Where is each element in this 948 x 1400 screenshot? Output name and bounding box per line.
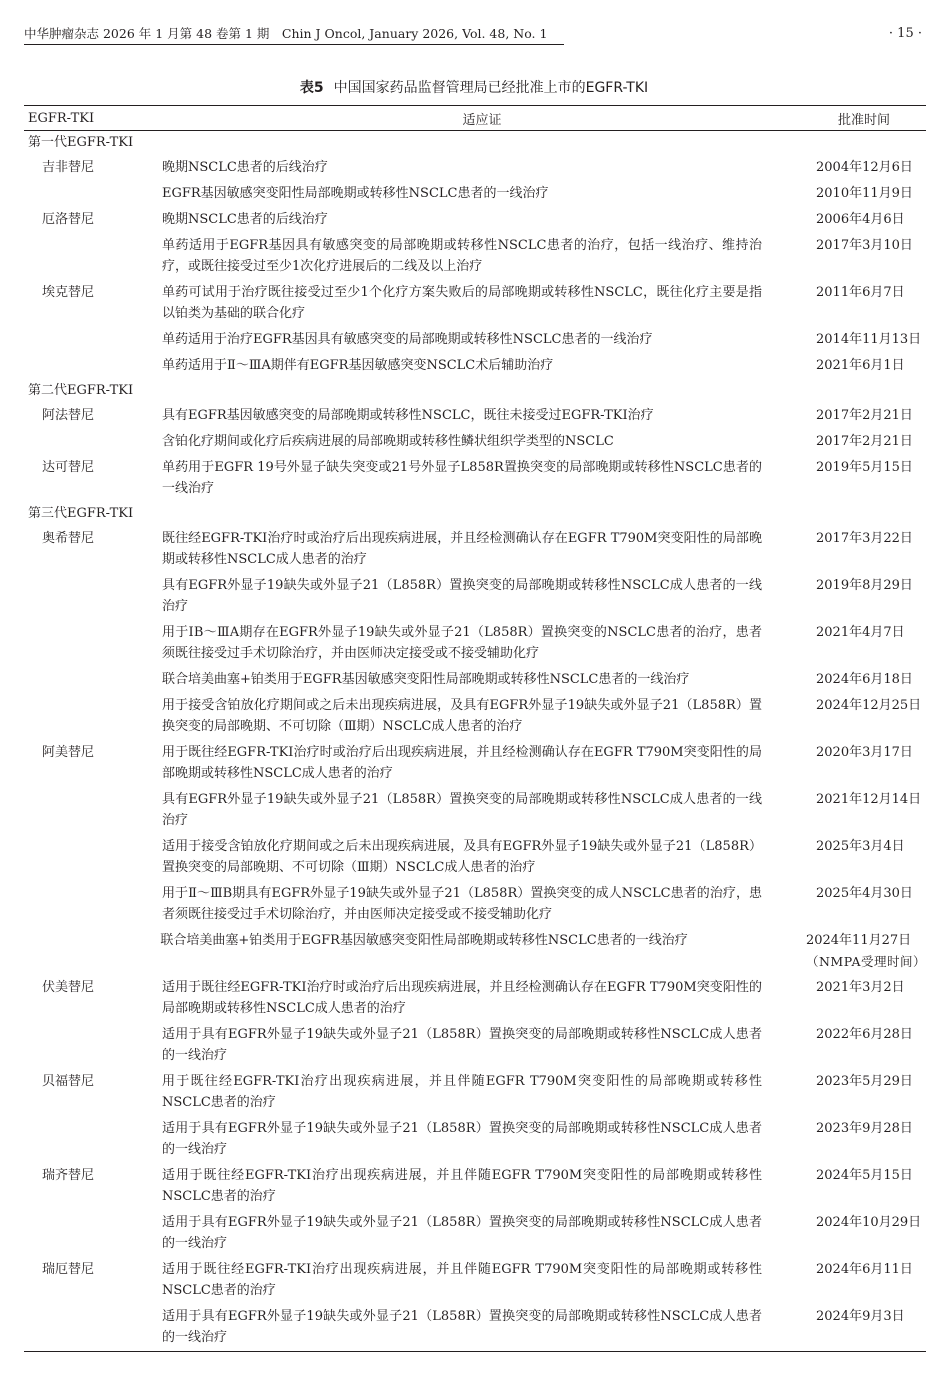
table-row xyxy=(24,740,926,787)
drug-name-cell: 贝福替尼 xyxy=(42,1074,95,1089)
approval-date: 2024年10月29日 xyxy=(816,1215,922,1230)
approval-date-cell xyxy=(784,183,926,207)
table-row xyxy=(24,834,926,881)
approval-date: 2024年9月3日 xyxy=(816,1309,905,1324)
table-row xyxy=(24,975,926,1022)
indication-cell: 适用于既往经EGFR-TKI治疗出现疾病进展，并且伴随EGFR T790M突变阳性的局部晚期或转移性NSCLC患者的治疗 xyxy=(162,1262,762,1298)
approval-date-cell xyxy=(784,669,926,693)
indication-cell: 适用于接受含铂放化疗期间或之后未出现疾病进展，及具有EGFR外显子19缺失或外显子21（L858R）置换突变的局部晚期、不可切除（Ⅲ期）NSCLC成人患者的治疗 xyxy=(162,839,762,875)
indication-cell: 适用于具有EGFR外显子19缺失或外显子21（L858R）置换突变的局部晚期或转移性NSCLC成人患者的一线治疗 xyxy=(162,1027,762,1063)
approval-date: 2020年3月17日 xyxy=(816,745,913,760)
drug-name-cell: 埃克替尼 xyxy=(42,285,95,300)
table-row xyxy=(24,1163,926,1210)
approval-date: 2019年8月29日 xyxy=(816,578,913,593)
approval-date-cell xyxy=(784,1259,926,1304)
drug-name-cell: 阿美替尼 xyxy=(42,745,95,760)
table-row xyxy=(24,928,926,975)
drug-name-cell: 伏美替尼 xyxy=(42,980,95,995)
drug-name-cell xyxy=(24,1212,162,1257)
approval-date-cell xyxy=(784,977,926,1022)
approval-date-cell xyxy=(784,457,926,502)
indication-cell: 联合培美曲塞+铂类用于EGFR基因敏感突变阳性局部晚期或转移性NSCLC患者的一线治疗 xyxy=(162,672,690,687)
drug-name-cell xyxy=(24,930,160,975)
approval-date: 2006年4月6日 xyxy=(816,212,905,227)
approval-date-cell xyxy=(784,1306,926,1351)
approval-date-cell xyxy=(784,355,926,379)
approval-date: 2024年5月15日 xyxy=(816,1168,913,1183)
approval-date: 2023年5月29日 xyxy=(816,1074,913,1089)
approval-date: 2017年3月10日 xyxy=(816,238,913,253)
drug-name-cell: 奥希替尼 xyxy=(42,531,95,546)
table-row xyxy=(24,327,926,353)
indication-cell: EGFR基因敏感突变阳性局部晚期或转移性NSCLC患者的一线治疗 xyxy=(162,186,549,201)
approval-date-cell xyxy=(784,209,926,233)
approval-date-cell xyxy=(784,235,926,280)
generation-group-label: 第三代EGFR-TKI xyxy=(28,506,134,521)
drug-name-cell xyxy=(24,183,162,207)
approval-date-cell xyxy=(784,883,926,928)
drug-name-cell xyxy=(24,1306,162,1351)
approval-date: 2019年5月15日 xyxy=(816,460,913,475)
indication-cell: 适用于具有EGFR外显子19缺失或外显子21（L858R）置换突变的局部晚期或转移性NSCLC成人患者的一线治疗 xyxy=(162,1309,762,1345)
drug-name-cell xyxy=(24,355,162,379)
approval-date-cell xyxy=(784,157,926,181)
drug-name-cell xyxy=(24,1024,162,1069)
indication-cell: 用于既往经EGFR-TKI治疗时或治疗后出现疾病进展，并且经检测确认存在EGFR T790M突变阳性的局部晚期或转移性NSCLC成人患者的治疗 xyxy=(162,745,762,781)
table-header-row xyxy=(24,106,926,131)
approval-date: 2025年4月30日 xyxy=(816,886,913,901)
approval-date-cell xyxy=(784,1118,926,1163)
approval-date: 2022年6月28日 xyxy=(816,1027,913,1042)
indication-cell: 适用于既往经EGFR-TKI治疗时或治疗后出现疾病进展，并且经检测确认存在EGFR T790M突变阳性的局部晚期或转移性NSCLC成人患者的治疗 xyxy=(162,980,762,1016)
approval-date-cell xyxy=(784,282,926,327)
column-header-indication: 适应证 xyxy=(462,112,502,128)
table-row xyxy=(24,693,926,740)
approval-date-note: （NMPA受理时间） xyxy=(805,954,926,969)
approval-date-cell xyxy=(784,695,926,740)
indication-cell: 具有EGFR外显子19缺失或外显子21（L858R）置换突变的局部晚期或转移性NSCLC成人患者的一线治疗 xyxy=(162,792,762,828)
approval-date: 2024年6月18日 xyxy=(816,672,913,687)
approval-date-cell xyxy=(784,1165,926,1210)
approval-date: 2023年9月28日 xyxy=(816,1121,913,1136)
drug-name-cell: 阿法替尼 xyxy=(42,408,95,423)
drug-name-cell xyxy=(24,431,162,455)
approval-date: 2014年11月13日 xyxy=(816,332,922,347)
table-row xyxy=(24,403,926,429)
table-row xyxy=(24,181,926,207)
indication-cell: 单药可试用于治疗既往接受过至少1个化疗方案失败后的局部晚期或转移性NSCLC，既往化疗主要是指以铂类为基础的联合化疗 xyxy=(162,285,762,321)
drug-name-cell xyxy=(24,883,162,928)
drug-name-cell: 达可替尼 xyxy=(42,460,95,475)
table-row xyxy=(24,1257,926,1304)
table-row xyxy=(24,353,926,379)
indication-cell: 适用于具有EGFR外显子19缺失或外显子21（L858R）置换突变的局部晚期或转移性NSCLC成人患者的一线治疗 xyxy=(162,1121,762,1157)
drug-name-cell: 厄洛替尼 xyxy=(42,212,95,227)
approval-date: 2004年12月6日 xyxy=(816,160,913,175)
indication-cell: 用于既往经EGFR-TKI治疗出现疾病进展，并且伴随EGFR T790M突变阳性的局部晚期或转移性NSCLC患者的治疗 xyxy=(162,1074,762,1110)
drug-name-cell xyxy=(24,575,162,620)
indication-cell: 含铂化疗期间或化疗后疾病进展的局部晚期或转移性鳞状组织学类型的NSCLC xyxy=(162,434,614,449)
table-row xyxy=(24,233,926,280)
drug-name-cell: 瑞厄替尼 xyxy=(42,1262,95,1277)
indication-cell: 适用于具有EGFR外显子19缺失或外显子21（L858R）置换突变的局部晚期或转移性NSCLC成人患者的一线治疗 xyxy=(162,1215,762,1251)
approval-date-cell xyxy=(784,528,926,573)
indication-cell: 晚期NSCLC患者的后线治疗 xyxy=(162,160,328,175)
indication-cell: 用于Ⅱ～ⅢB期具有EGFR外显子19缺失或外显子21（L858R）置换突变的成人NSCLC患者的治疗，患者须既往接受过手术切除治疗，并由医师决定接受或不接受辅助化疗 xyxy=(162,886,762,922)
drug-name-cell xyxy=(24,789,162,834)
page-number: · 15 · xyxy=(888,26,922,41)
table-row xyxy=(24,155,926,181)
table-row xyxy=(24,455,926,502)
table-caption: 中国国家药品监督管理局已经批准上市的EGFR-TKI xyxy=(333,80,649,96)
table-row xyxy=(24,667,926,693)
approval-date: 2024年11月27日 xyxy=(805,933,912,948)
table-row xyxy=(24,207,926,233)
table-row xyxy=(24,573,926,620)
approval-date: 2021年6月1日 xyxy=(816,358,905,373)
table-row xyxy=(24,787,926,834)
drug-name-cell xyxy=(24,622,162,667)
drug-name-cell xyxy=(24,695,162,740)
indication-cell: 具有EGFR基因敏感突变的局部晚期或转移性NSCLC，既往未接受过EGFR-TKI治疗 xyxy=(162,408,654,423)
drug-name-cell: 吉非替尼 xyxy=(42,160,95,175)
table-row xyxy=(24,881,926,928)
approval-date-cell xyxy=(784,405,926,429)
indication-cell: 晚期NSCLC患者的后线治疗 xyxy=(162,212,328,227)
drug-name-cell xyxy=(24,329,162,353)
approval-date-cell xyxy=(784,622,926,667)
indication-cell: 适用于既往经EGFR-TKI治疗出现疾病进展，并且伴随EGFR T790M突变阳性的局部晚期或转移性NSCLC患者的治疗 xyxy=(162,1168,762,1204)
approval-date-cell xyxy=(784,1024,926,1069)
generation-group-label: 第二代EGFR-TKI xyxy=(28,383,134,398)
approval-date: 2017年2月21日 xyxy=(816,434,913,449)
approval-date-cell xyxy=(784,742,926,787)
approval-date-cell xyxy=(774,930,926,975)
approval-date-cell xyxy=(784,836,926,881)
drug-name-cell xyxy=(24,1118,162,1163)
indication-cell: 用于ⅠB～ⅢA期存在EGFR外显子19缺失或外显子21（L858R）置换突变的NSCLC患者的治疗，患者须既往接受过手术切除治疗，并由医师决定接受或不接受辅助化疗 xyxy=(162,625,762,661)
drug-name-cell xyxy=(24,836,162,881)
running-header xyxy=(24,26,564,45)
table-row xyxy=(24,429,926,455)
table-row xyxy=(24,1116,926,1163)
drug-name-cell: 瑞齐替尼 xyxy=(42,1168,95,1183)
table-row xyxy=(24,1304,926,1351)
table-row xyxy=(24,1069,926,1116)
table-row xyxy=(24,1022,926,1069)
table-label: 表5 xyxy=(299,80,324,96)
approval-date-cell xyxy=(784,789,926,834)
approval-date-cell xyxy=(784,329,926,353)
table-body xyxy=(24,131,926,1351)
approval-date: 2011年6月7日 xyxy=(816,285,905,300)
indication-cell: 单药适用于治疗EGFR基因具有敏感突变的局部晚期或转移性NSCLC患者的一线治疗 xyxy=(162,332,653,347)
column-header-drug: EGFR-TKI xyxy=(28,110,95,126)
approval-date: 2024年12月25日 xyxy=(816,698,922,713)
indication-cell: 单药适用于Ⅱ～ⅢA期伴有EGFR基因敏感突变NSCLC术后辅助治疗 xyxy=(162,358,554,373)
indication-cell: 用于接受含铂放化疗期间或之后未出现疾病进展，及具有EGFR外显子19缺失或外显子21（L858R）置换突变的局部晚期、不可切除（Ⅲ期）NSCLC成人患者的治疗 xyxy=(162,698,762,734)
indication-cell: 具有EGFR外显子19缺失或外显子21（L858R）置换突变的局部晚期或转移性NSCLC成人患者的一线治疗 xyxy=(162,578,762,614)
table-row xyxy=(24,1210,926,1257)
approval-date: 2021年3月2日 xyxy=(816,980,905,995)
table-row xyxy=(24,620,926,667)
approval-date-cell xyxy=(784,575,926,620)
approval-date: 2017年3月22日 xyxy=(816,531,913,546)
column-header-date: 批准时间 xyxy=(837,112,890,128)
approval-date-cell xyxy=(784,431,926,455)
table-title xyxy=(0,78,948,98)
drug-name-cell xyxy=(24,669,162,693)
approval-date: 2021年12月14日 xyxy=(816,792,922,807)
running-header-text: 中华肿瘤杂志 2026 年 1 月第 48 卷第 1 期 Chin J Oncol, January 2026, Vol. 48, No. 1 xyxy=(24,26,548,41)
approval-date: 2025年3月4日 xyxy=(816,839,905,854)
indication-cell: 既往经EGFR-TKI治疗时或治疗后出现疾病进展，并且经检测确认存在EGFR T790M突变阳性的局部晚期或转移性NSCLC成人患者的治疗 xyxy=(162,531,762,567)
approval-date: 2010年11月9日 xyxy=(816,186,913,201)
approval-date-cell xyxy=(784,1212,926,1257)
approval-date: 2021年4月7日 xyxy=(816,625,905,640)
indication-cell: 单药适用于EGFR基因具有敏感突变的局部晚期或转移性NSCLC患者的治疗，包括一线治疗、维持治疗，或既往接受过至少1次化疗进展后的二线及以上治疗 xyxy=(162,238,762,274)
indication-cell: 联合培美曲塞+铂类用于EGFR基因敏感突变阳性局部晚期或转移性NSCLC患者的一线治疗 xyxy=(160,933,688,948)
table-row xyxy=(24,280,926,327)
drug-name-cell xyxy=(24,235,162,280)
approval-date: 2024年6月11日 xyxy=(816,1262,913,1277)
generation-group-label: 第一代EGFR-TKI xyxy=(28,135,134,150)
table-row xyxy=(24,526,926,573)
approval-date-cell xyxy=(784,1071,926,1116)
approval-table xyxy=(24,105,926,1352)
indication-cell: 单药用于EGFR 19号外显子缺失突变或21号外显子L858R置换突变的局部晚期或转移性NSCLC患者的一线治疗 xyxy=(162,460,762,496)
approval-date: 2017年2月21日 xyxy=(816,408,913,423)
